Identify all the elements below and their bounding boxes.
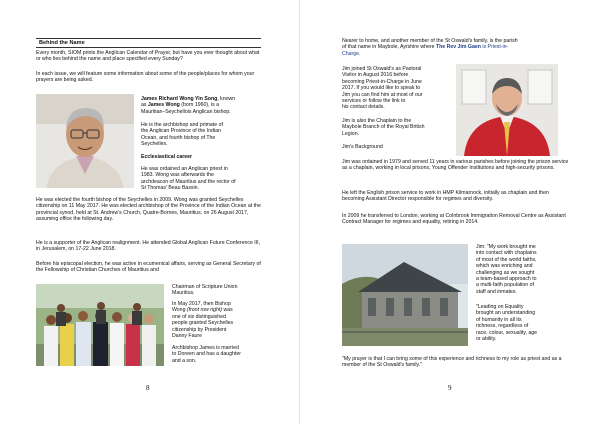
background-heading: Jim's Background [342, 144, 383, 150]
quote-equality: "Leading on Equality brought an understanding of humanity in all its richness, regardless of race, colour, sexuality, age or ability. [476, 304, 538, 343]
chaplain-paragraph: Jim is also the Chaplain to the Maybole Branch of the Royal British Legion. [342, 118, 425, 137]
joined-paragraph: Jim joined St Oswald's as Pastoral Visitor in August 2016 before becoming Priest-in-Charge in June 2017. If you would like to speak to Jim you can find him at most of our services or follow the link to his contact details. [342, 66, 423, 111]
rev-jim-gaen-link[interactable]: The Rev Jim Gaen [435, 44, 481, 51]
ecumenical-paragraph: Before his episcopal election, he was active in ecumenical affairs, serving as General Secretary of the Fellowship of Christian Churches of Mauritius and [36, 261, 261, 274]
career-paragraph: He was ordained an Anglican priest in 1983. Wong was afterwards the archdeacon of Mauritius and the rector of St Thomas' Beau Bassin. [141, 166, 236, 192]
section-title: Behind the Name [39, 40, 85, 46]
church-building-photo [342, 244, 468, 346]
intro-paragraph-2: In each issue, we will feature some information about some of the people/places for whom your prayers are being asked. [36, 71, 255, 84]
citizenship-group-photo [36, 284, 164, 366]
role-paragraph: He is the archbishop and primate of the Anglican Province of the Indian Ocean, and fourth bishop of The Seychelles. [141, 122, 223, 148]
prayer-quote: "My prayer is that I can bring some of this experience and richness to my role as priest and as a member of the St Oswald's family." [342, 356, 562, 369]
career-heading: Ecclesiastical career [141, 154, 193, 160]
bishop-portrait-photo [36, 94, 134, 188]
intro-paragraph: Every month, SIOM prints the Anglican Calendar of Prayer, but have you ever thought about what or who lies behind the name and place specified every Sunday? [36, 50, 260, 63]
married-paragraph: Archbishop James is married to Doreen and has a daughter and a son. [172, 345, 241, 364]
chairman-lines: Chairman of Scripture Union Mauritius. [172, 284, 238, 297]
citizenship-paragraph: In May 2017, then Bishop Wong (front row right) was one of six distinguished people granted Seychelles citizenship by President Danny Faure [172, 301, 234, 340]
quote-multifaith: Jim: "My work brought me into contact with chaplains of most of the world faiths, which was enriching and challenging as we sought a team-based approach to a multi-faith population of staff and inmates. [476, 244, 537, 295]
priest-portrait-photo [456, 64, 558, 156]
page-number-left: 8 [146, 384, 150, 392]
right-page [300, 0, 600, 424]
nearer-paragraph: Nearer to home, and another member of the St Oswald's family, is the parish of that name in Maybole, Ayrshire where The Rev Jim Gaen is Priest-in- Charge. [342, 38, 518, 57]
page-number-right: 9 [448, 384, 452, 392]
section-header [36, 38, 261, 48]
london-paragraph: In 2009 he transferred to London, working at Colnbrook Immigration Removal Centre as Assistant Contract Manager for regimes and equality, retiring in 2014. [342, 213, 566, 226]
ordained-paragraph: Jim was ordained in 1979 and served 11 years in various parishes before joining the prison service as a chaplain, working in local prisons, Young Offender Institutions and high-security prisons. [342, 159, 569, 172]
prison-service-paragraph: He left the English prison service to work in HMP Kilmarnock, initially as chaplain and then becoming Assistant Director responsible for regimes and diversity. [342, 190, 549, 203]
elected-paragraph: He was elected the fourth bishop of the Seychelles in 2009. Wong was granted Seychelles citizenship on 11 May 2017. He was elected archbishop of the Province of the Indian Ocean at the provincial synod, held at St. Andrew's Church, Quatre-Bornes, Mauritius, on 26 August 2017, assuming office the following day. [36, 197, 261, 223]
supporter-paragraph: He is a supporter of the Anglican realignment. He attended Global Anglican Future Conference III, in Jerusalem, on 17-22 June 2018. [36, 240, 261, 253]
bishop-intro: James Richard Wong Yin Song, known as James Wong (born 1960), is a Mauritian–Seychellois Anglican bishop. [141, 96, 236, 115]
